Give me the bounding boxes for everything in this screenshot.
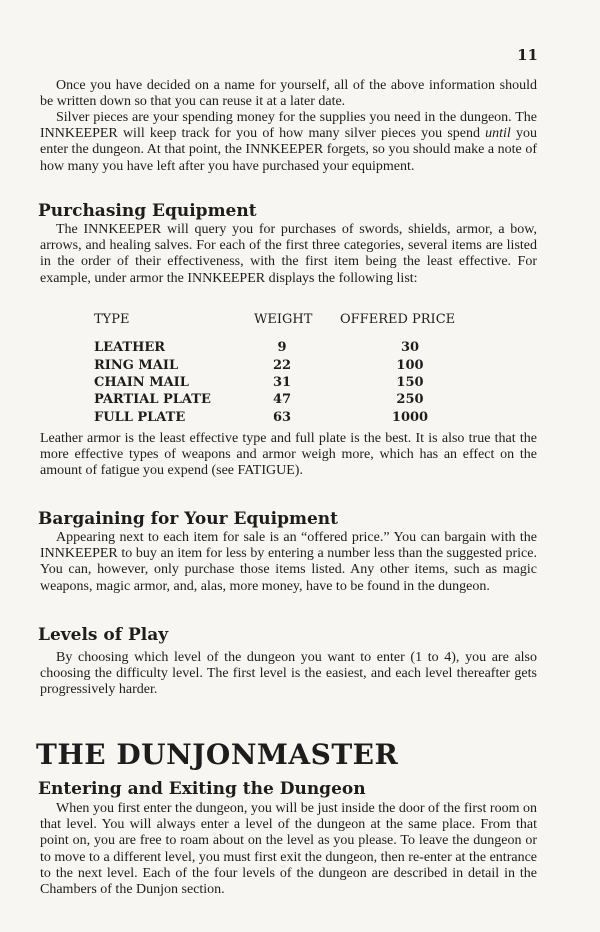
armor-weight: 22: [272, 357, 292, 373]
bargaining-heading: Bargaining for Your Equipment: [38, 509, 339, 529]
armor-price: 100: [396, 357, 424, 373]
table-row: [94, 356, 470, 373]
levels-paragraph: By choosing which level of the dungeon you want to enter (1 to 4), you are also choosing the difficulty level. The first level is the easiest, and each level thereafter gets progressively harder.: [40, 650, 537, 698]
armor-table: [94, 312, 470, 426]
table-row: [94, 409, 470, 426]
armor-type: LEATHER: [94, 340, 166, 356]
header-type: TYPE: [94, 312, 130, 327]
armor-type: RING MAIL: [94, 357, 179, 373]
armor-table-header: [94, 312, 470, 339]
header-offered-price: OFFERED PRICE: [340, 312, 456, 327]
armor-price: 250: [396, 392, 424, 408]
table-row: [94, 391, 470, 408]
armor-weight: 63: [272, 409, 292, 425]
bargaining-paragraph: Appearing next to each item for sale is an “offered price.” You can bargain with the INNKEEPER to buy an item for less by entering a number less than the suggested price. You can, however, only purchase those items listed. Any other items, such as magic weapons, magic armor, and, alas, more money, have to be found in the dungeon.: [40, 530, 537, 594]
entering-exiting-paragraph: When you first enter the dungeon, you will be just inside the door of the first room on that level. You will always enter a level of the dungeon at the same place. From that point on, you are free to roam about on the level as you please. To leave the dungeon or to move to a different level, you must first exit the dungeon, then re-enter at the entrance to the next level. Each of the four levels of the dungeon are described in detail in the Chambers of the Dunjon section.: [40, 801, 537, 898]
dunjonmaster-title: THE DUNJONMASTER: [36, 738, 399, 771]
armor-weight: 47: [272, 392, 292, 408]
purchasing-paragraph-1: The INNKEEPER will query you for purchases of swords, shields, armor, a bow, arrows, and healing salves. For each of the first three categories, several items are listed in the order of their effectiveness, with the first item being the least effective. For example, under armor the INNKEEPER displays the following list:: [40, 222, 537, 286]
armor-price: 30: [400, 340, 420, 356]
armor-type: PARTIAL PLATE: [94, 392, 211, 408]
table-row: [94, 374, 470, 391]
armor-type: CHAIN MAIL: [94, 374, 189, 390]
intro-paragraph-2-part-a: Silver pieces are your spending money for the supplies you need in the dungeon. The INNKEEPER will keep track for you of how many silver pieces you spend: [40, 110, 537, 142]
purchasing-paragraph-2: Leather armor is the least effective type and full plate is the best. It is also true that the more effective types of weapons and armor weigh more, which has an effect on the amount of fatigue you expend (see FATIGUE).: [40, 431, 537, 479]
armor-type: FULL PLATE: [94, 409, 186, 425]
levels-heading: Levels of Play: [38, 625, 169, 645]
armor-price: 1000: [391, 409, 429, 425]
armor-price: 150: [396, 374, 424, 390]
armor-weight: 9: [277, 340, 287, 356]
page-number: 11: [517, 46, 538, 64]
intro-paragraph-1: Once you have decided on a name for yourself, all of the above information should be written down so that you can reuse it at a later date.: [40, 78, 537, 110]
purchasing-heading: Purchasing Equipment: [38, 201, 257, 221]
intro-paragraph-2: [40, 110, 537, 175]
entering-exiting-heading: Entering and Exiting the Dungeon: [38, 779, 366, 799]
table-row: [94, 339, 470, 356]
armor-weight: 31: [272, 374, 292, 390]
until-emphasis: until: [485, 126, 511, 142]
intro-paragraph-2-part-b: you enter the dungeon. At that point, the INNKEEPER forgets, so you should make a note of how many you have left after you have purchased your equipment.: [40, 126, 538, 174]
header-weight: WEIGHT: [254, 312, 313, 327]
